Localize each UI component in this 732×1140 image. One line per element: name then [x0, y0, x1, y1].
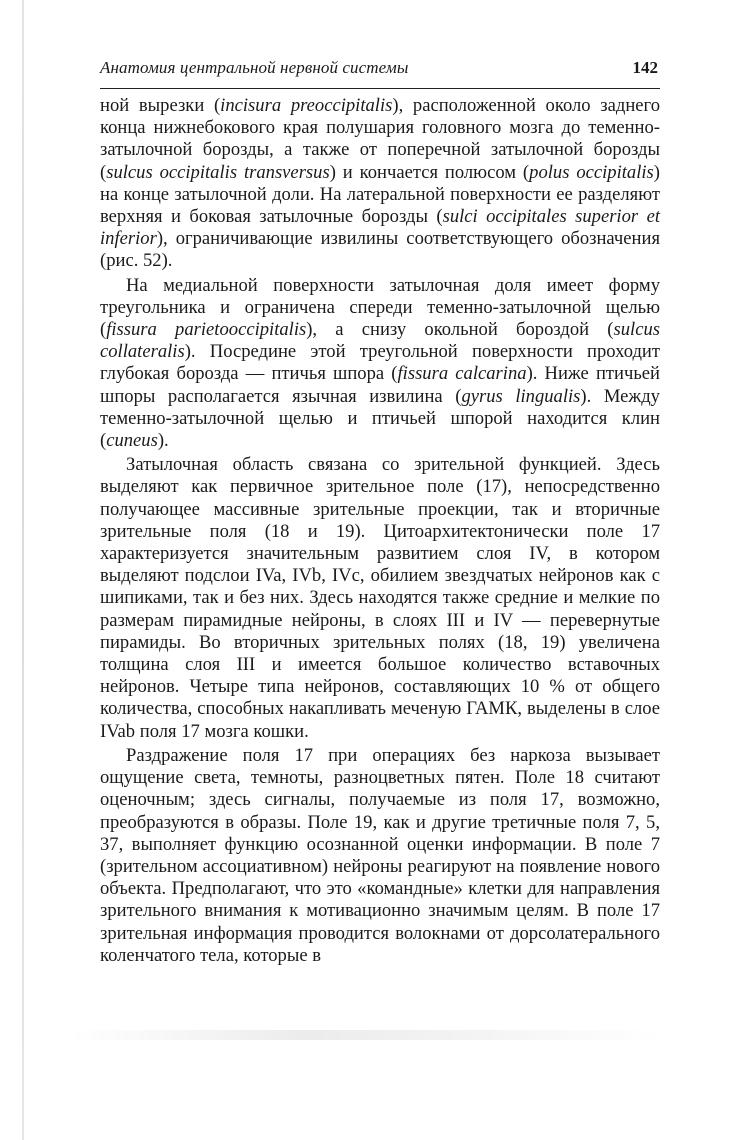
latin-term: sulcus occipitalis transversus	[106, 161, 330, 183]
latin-term: polus occipitalis	[529, 161, 654, 183]
scan-bottom-smudge	[70, 1030, 660, 1040]
text-run: На медиальной поверхности затылочная доля имеет форму треугольника и ограничена спереди теменно-затылочной щелью (	[100, 274, 660, 341]
body-text	[100, 95, 660, 967]
latin-term: sulci occipitales superior et inferior	[100, 206, 660, 250]
text-run: Раздражение поля 17 при операциях без наркоза вызывает ощущение света, темноты, разноцветных пятен. Поле 18 считают оценочным; здесь сигналы, получаемые из поля 17, возможно, преобразуются в образы. Поле 19, как и другие третичные поля 7, 5, 37, выполняет функцию осознанной оценки информации. В поле 7 (зрительном ассоциативном) нейроны реагируют на появление нового объекта. Предполагают, что это «командные» клетки для направления зрительного внимания к мотивационно значимым целям. В поле 17 зрительная информация проводится волокнами от дорсолатерального коленчатого тела, которые в	[100, 744, 660, 966]
paragraph-continuation	[100, 95, 660, 273]
running-header	[100, 58, 660, 88]
scan-edge-shadow	[22, 0, 24, 1140]
text-run: ). Посредине этой треугольной поверхности проходит глубокая борозда — птичья шпора (	[100, 341, 660, 385]
latin-term: gyrus lingualis	[461, 385, 581, 407]
text-run: ной вырезки (	[100, 95, 221, 116]
latin-term: incisura preoccipitalis	[220, 95, 393, 116]
page-number: 142	[632, 58, 658, 77]
text-run: ), расположенной около заднего конца нижнебокового края полушария головного мозга до теменно-затылочной борозды, а также от поперечной затылочной борозды (	[100, 95, 660, 183]
latin-term: fissura calcarina	[397, 363, 527, 385]
text-run: ).	[157, 430, 169, 452]
latin-term: cuneus	[106, 430, 158, 452]
paragraph-stimulation	[100, 745, 660, 967]
latin-term: fissura parietooccipitalis	[106, 319, 307, 341]
text-run: ). Ниже птичьей шпоры располагается язычная извилина (	[100, 363, 661, 407]
header-rule	[100, 88, 660, 89]
text-run: ) и кончается полюсом (	[329, 161, 530, 183]
text-run: ). Между теменно-затылочной щелью и птичьей шпорой находится клин (	[100, 385, 660, 452]
latin-term: sulcus collateralis	[100, 319, 660, 363]
paragraph-visual-function	[100, 454, 660, 743]
text-run: ), ограничивающие извилины соответствующего обозначения (рис. 52).	[100, 228, 660, 272]
text-run: ) на конце затылочной доли. На латеральной поверхности ее разделяют верхняя и боковая затылочные борозды (	[100, 161, 660, 228]
running-title: Анатомия центральной нервной системы	[100, 58, 409, 77]
book-page	[100, 58, 660, 967]
text-run: ), а снизу окольной бороздой (	[306, 319, 614, 341]
paragraph-medial-surface	[100, 275, 660, 453]
text-run: Затылочная область связана со зрительной функцией. Здесь выделяют как первичное зрительное поле (17), непосредственно получающее массивные зрительные проекции, так и вторичные зрительные поля (18 и 19). Цитоархитектонически поле 17 характеризуется значительным развитием слоя IV, в котором выделяют подслои IVa, IVb, IVc, обилием звездчатых нейронов как с шипиками, так и без них. Здесь находятся также средние и мелкие по размерам пирамидные нейроны, в слоях III и IV — перевернутые пирамиды. Во вторичных зрительных полях (18, 19) увеличена толщина слоя III и имеется большое количество вставочных нейронов. Четыре типа нейронов, составляющих 10 % от общего количества, способных накапливать меченую ГАМК, выделены в слое IVab поля 17 мозга кошки.	[100, 454, 660, 742]
